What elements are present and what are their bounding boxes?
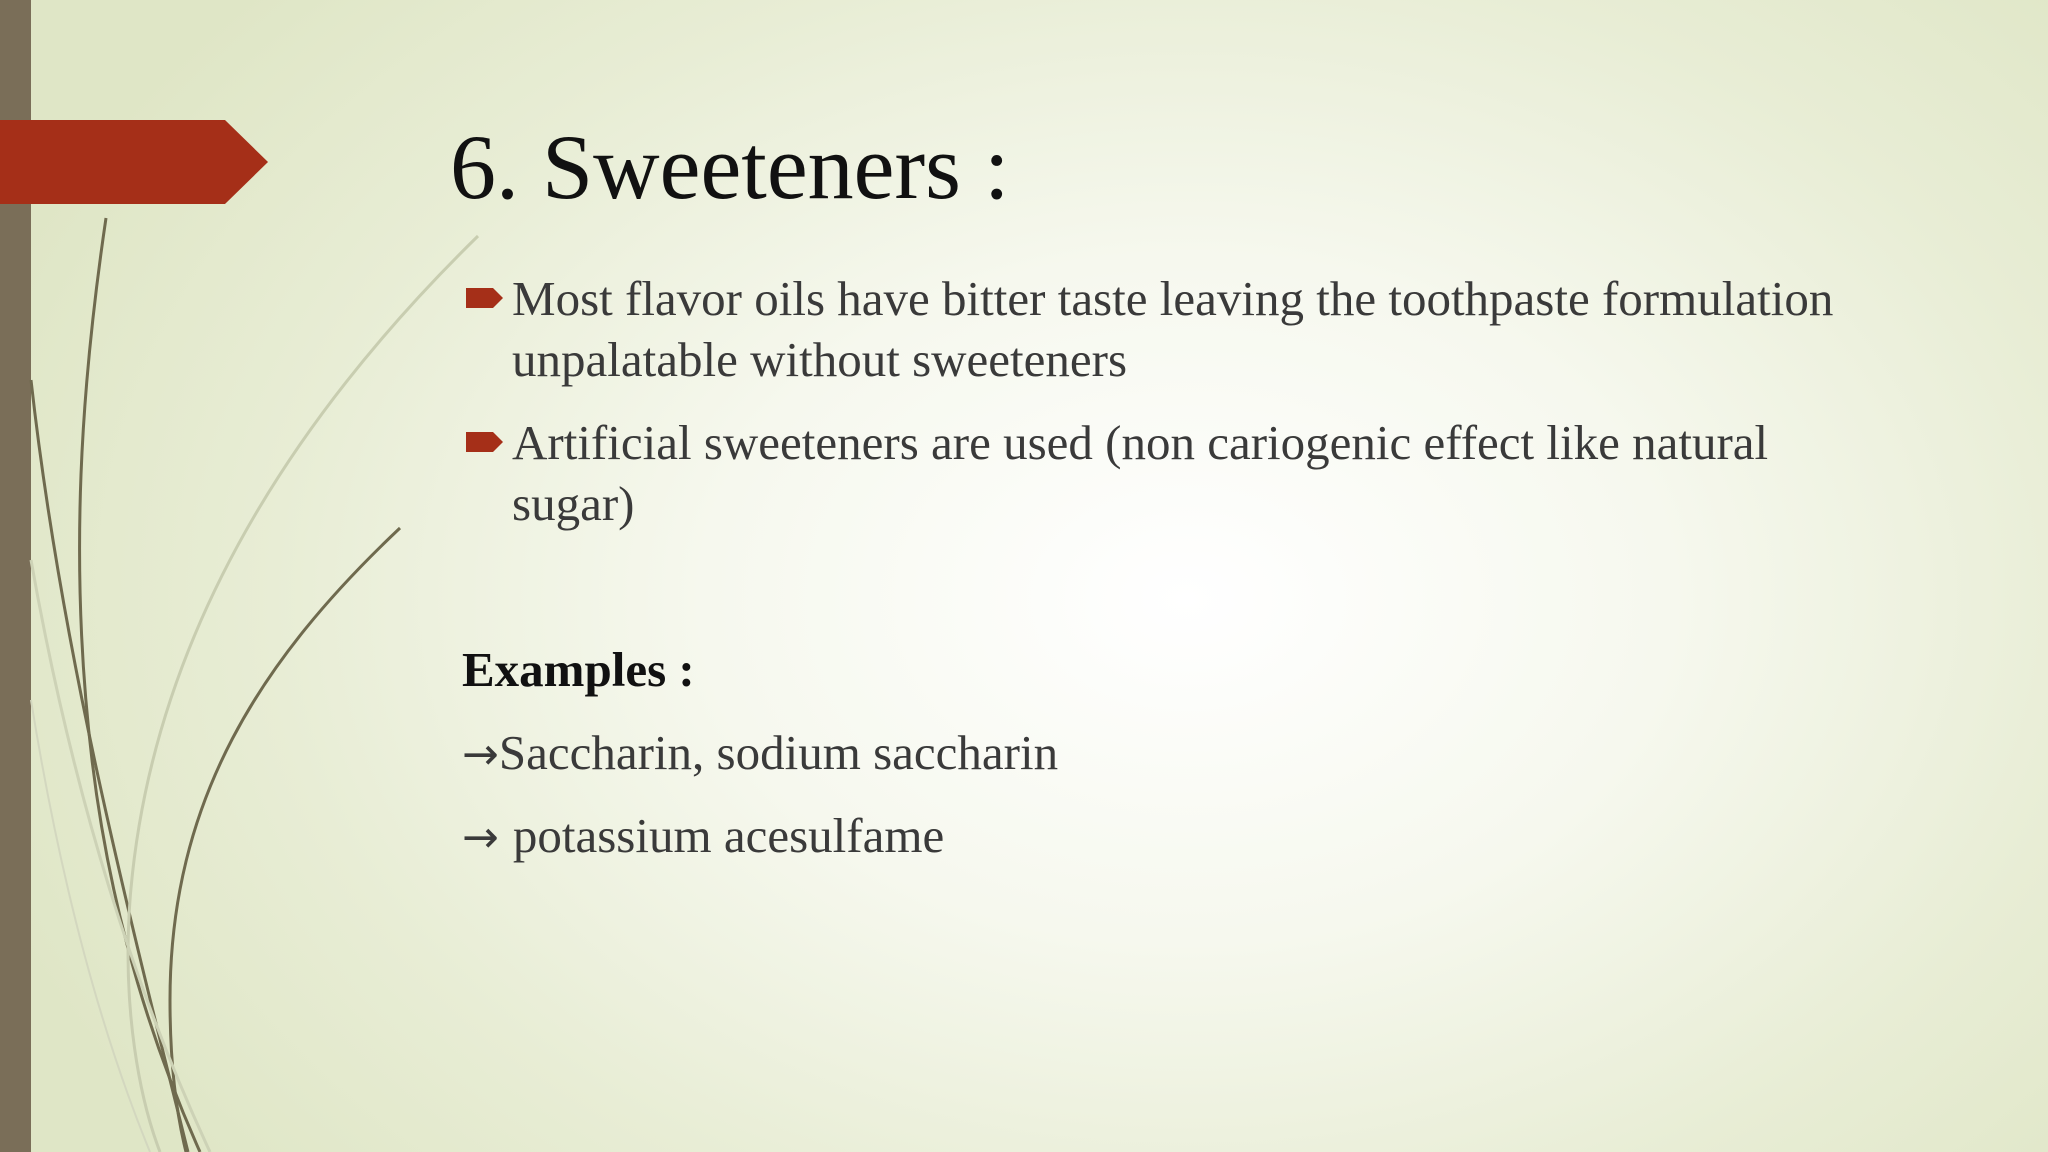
example-item bbox=[462, 723, 1058, 785]
example-text: Saccharin, sodium saccharin bbox=[498, 725, 1059, 780]
bullet-list bbox=[462, 268, 1862, 556]
example-text: potassium acesulfame bbox=[512, 808, 945, 863]
red-pentagon-arrow-icon bbox=[466, 431, 504, 453]
slide-title: 6. Sweeteners : bbox=[450, 116, 1010, 218]
red-pentagon-arrow-icon bbox=[466, 287, 504, 309]
title-accent-tab bbox=[0, 0, 280, 220]
bullet-text: Artificial sweeteners are used (non cariogenic effect like natural sugar) bbox=[512, 415, 1769, 531]
bullet-text: Most flavor oils have bitter taste leaving the toothpaste formulation unpalatable without sweeteners bbox=[512, 271, 1834, 387]
bullet-item bbox=[462, 268, 1862, 390]
bullet-item bbox=[462, 412, 1862, 534]
right-arrow-icon: → bbox=[462, 729, 499, 780]
examples-heading: Examples : bbox=[462, 642, 695, 697]
example-item bbox=[462, 806, 944, 868]
right-arrow-icon: → bbox=[462, 812, 499, 863]
